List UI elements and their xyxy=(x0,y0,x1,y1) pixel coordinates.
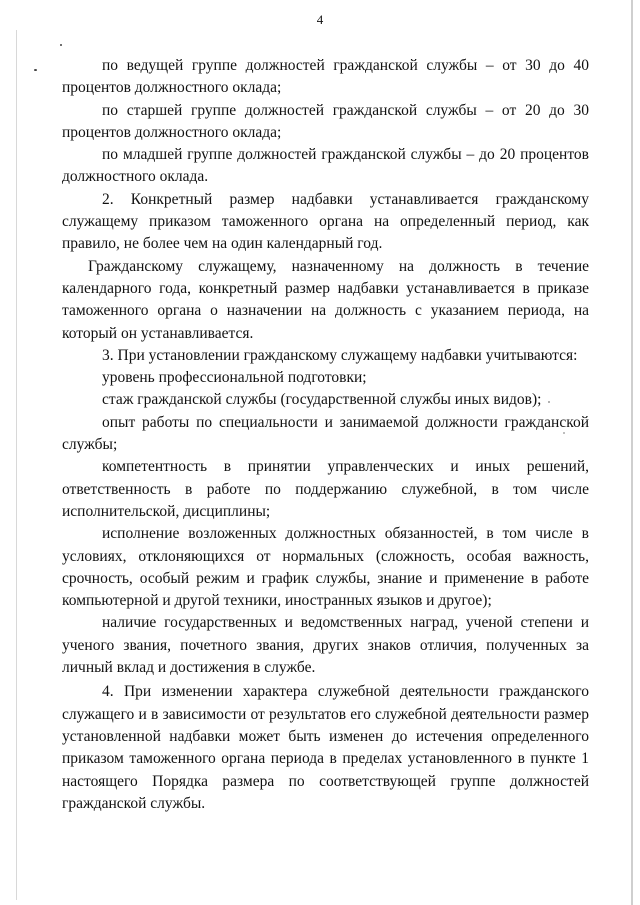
scan-edge-left xyxy=(16,30,17,900)
list-item-training: уровень профессиональной подготовки; xyxy=(102,369,367,387)
scan-speck xyxy=(60,44,62,46)
paragraph-clause-2: 2. Конкретный размер надбавки устанавливается гражданскому служащему приказом таможенного органа на определенный период, как правило, не более чем на один календарный год. xyxy=(62,190,589,253)
paragraph-clause-4: 4. При изменении характера служебной деятельности гражданского служащего и в зависимости от результатов его служебной деятельности размер установленной надбавки может быть изменен до истечения определенного приказом таможенного органа периода в пределах установленного в пункте 1 настоящего Порядка размера по соответствующей группе должностей гражданской службы. xyxy=(62,683,589,812)
paragraph-junior-group: по младшей группе должностей гражданской службы – до 20 процентов должностного оклада. xyxy=(62,146,589,186)
list-item-seniority: стаж гражданской службы (государственной службы иных видов); xyxy=(102,391,542,409)
paragraph-senior-group: по ведущей группе должностей гражданской службы – от 30 до 40 процентов должностного оклада; xyxy=(62,57,589,97)
page-number: 4 xyxy=(316,12,324,27)
list-item-duties: исполнение возложенных должностных обязанностей, в том числе в условиях, отклоняющихся от нормальных (сложность, особая важность, срочность, особый режим и график службы, знание и применение в работе компьютерной и другой техники, иностранных языков и другое); xyxy=(62,525,589,610)
document-body xyxy=(62,55,589,815)
list-item-competence: компетентность в принятии управленческих и иных решений, ответственность в работе по поддержанию служебной, в том числе исполнительской, дисциплины; xyxy=(62,458,589,520)
paragraph-appointment: Гражданскому служащему, назначенному на должность в течение календарного года, конкретный размер надбавки устанавливается в приказе таможенного органа о назначении на должность с указанием периода, на который он устанавливается. xyxy=(62,257,589,342)
scan-speck xyxy=(34,69,37,71)
list-item-awards: наличие государственных и ведомственных наград, ученой степени и ученого звания, почетного звания, других знаков отличия, полученных за личный вклад и достижения в службе. xyxy=(62,614,589,677)
paragraph-older-group: по старшей группе должностей гражданской службы – от 20 до 30 процентов должностного оклада; xyxy=(62,101,589,141)
paragraph-clause-3: 3. При установлении гражданскому служащему надбавки учитываются: xyxy=(102,346,578,364)
list-item-experience: опыт работы по специальности и занимаемой должности гражданской службы; xyxy=(62,413,589,454)
scan-edge-right xyxy=(631,0,633,905)
